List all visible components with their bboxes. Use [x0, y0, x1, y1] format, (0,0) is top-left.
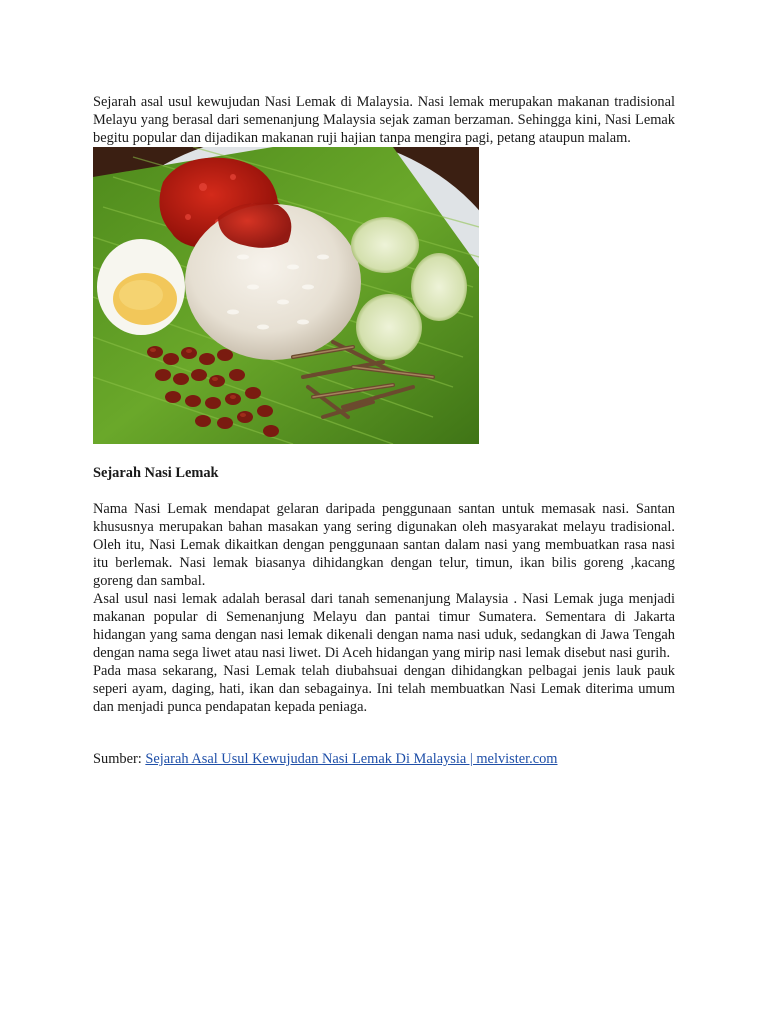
nasi-lemak-photo: [93, 147, 479, 444]
source-line: [93, 750, 675, 768]
intro-paragraph: Sejarah asal usul kewujudan Nasi Lemak di Malaysia. Nasi lemak merupakan makanan tradisional Melayu yang berasal dari semenanjung Malaysia sejak zaman berzaman. Sehingga kini, Nasi Lemak begitu popular dan dijadikan makanan ruji hajian tanpa mengira pagi, petang ataupun malam.: [93, 94, 675, 146]
source-link[interactable]: Sejarah Asal Usul Kewujudan Nasi Lemak Di Malaysia | melvister.com: [145, 751, 558, 767]
section-heading: Sejarah Nasi Lemak: [93, 465, 219, 481]
document-page: [93, 93, 675, 768]
paragraph-origin-name: Nama Nasi Lemak mendapat gelaran daripada penggunaan santan untuk memasak nasi. Santan khususnya merupakan bahan masakan yang sering digunakan oleh masyarakat melayu tradisional. Oleh itu, Nasi Lemak dikaitkan dengan penggunaan santan dalam nasi yang membuatkan rasa nasi itu berlemak. Nasi lemak biasanya dihidangkan dengan telur, timun, ikan bilis goreng ,kacang goreng dan sambal.: [93, 501, 675, 589]
paragraph-modern: Pada masa sekarang, Nasi Lemak telah diubahsuai dengan dihidangkan pelbagai jenis lauk pauk seperi ayam, daging, hati, ikan dan sebagainya. Ini telah membuatkan Nasi Lemak diterima umum dan menjadi punca pendapatan kepada peniaga.: [93, 663, 675, 715]
source-label: Sumber:: [93, 751, 142, 767]
paragraph-origin-region: Asal usul nasi lemak adalah berasal dari tanah semenanjung Malaysia . Nasi Lemak juga menjadi makanan popular di Semenanjung Melayu dan pantai timur Sumatera. Sementara di Jakarta hidangan yang sama dengan nasi lemak dikenali dengan nama nasi uduk, sedangkan di Jawa Tengah dengan nama sega liwet atau nasi liwet. Di Aceh hidangan yang mirip nasi lemak disebut nasi gurih.: [93, 591, 675, 661]
